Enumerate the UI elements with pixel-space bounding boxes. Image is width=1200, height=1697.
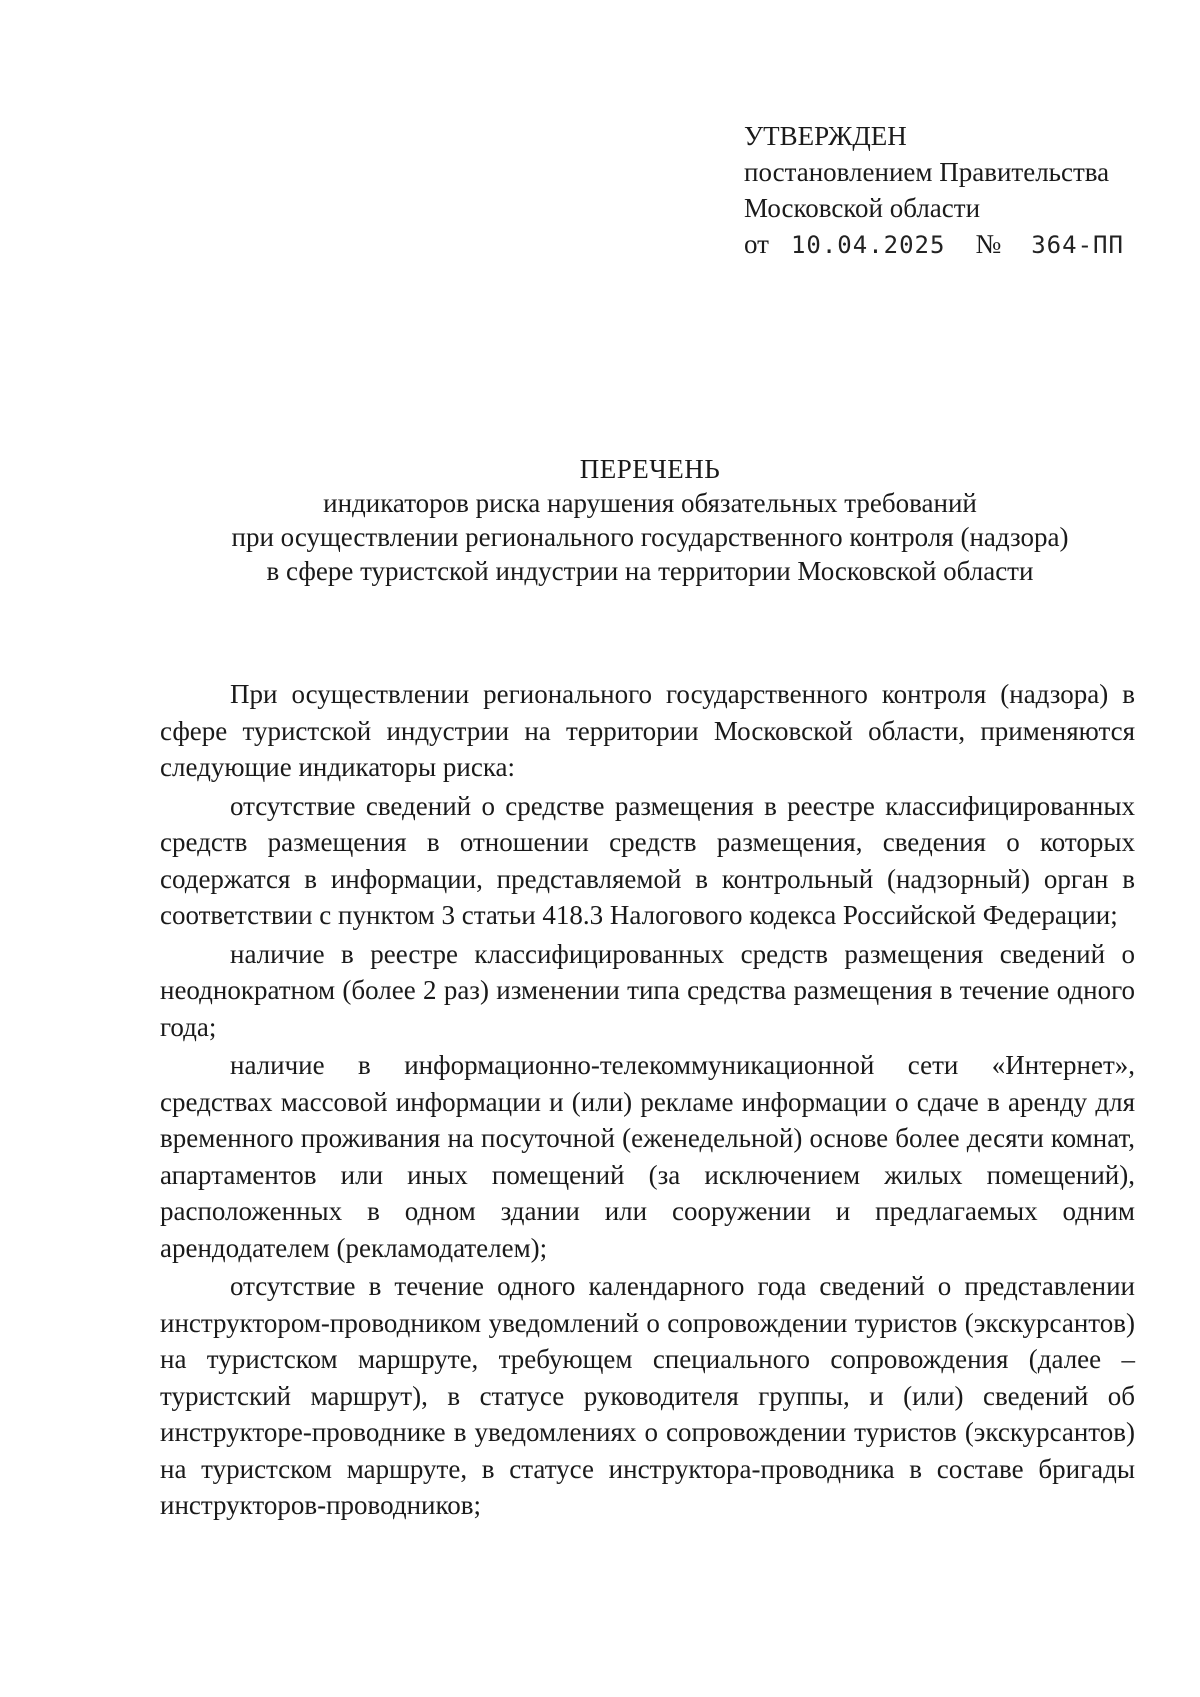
approval-block — [744, 118, 1164, 263]
paragraph-indicator-2: наличие в реестре классифицированных средств размещения сведений о неоднократном (более 2 раз) изменении типа средства размещения в течение одного года; — [160, 938, 1135, 1042]
title-heading: ПЕРЕЧЕНЬ — [579, 454, 721, 484]
approval-date: 10.04.2025 — [790, 231, 946, 259]
approval-region: Московской области — [744, 193, 981, 223]
paragraph-indicator-3: наличие в информационно-телекоммуникационной сети «Интернет», средствах массовой информации и (или) рекламе информации о сдаче в аренду для временного проживания на посуточной (еженедельной) основе более десяти комнат, апартаментов или иных помещений (за исключением жилых помещений), расположенных в одном здании или сооружении и предлагаемых одним арендодателем (рекламодателем); — [160, 1050, 1135, 1263]
paragraph-indicator-1: отсутствие сведений о средстве размещения в реестре классифицированных средств размещения в отношении средств размещения, сведения о которых содержатся в информации, представляемой в контрольный (надзорный) орган в соответствии с пунктом 3 статьи 418.3 Налогового кодекса Российской Федерации; — [160, 790, 1135, 930]
paragraph-intro: При осуществлении регионального государственного контроля (надзора) в сфере туристской индустрии на территории Московской области, применяются следующие индикаторы риска: — [160, 679, 1135, 782]
approval-date-line — [744, 226, 1164, 263]
from-label: от — [744, 229, 769, 259]
document-body — [160, 676, 1135, 1524]
number-sign: № — [975, 229, 1002, 259]
title-line-3: в сфере туристской индустрии на территории Московской области — [266, 556, 1034, 586]
approval-heading: УТВЕРЖДЕН — [744, 121, 907, 151]
document-title — [150, 452, 1150, 588]
title-line-2: при осуществлении регионального государственного контроля (надзора) — [231, 522, 1069, 552]
paragraph-indicator-4: отсутствие в течение одного календарного года сведений о представлении инструктором-проводником уведомлений о сопровождении туристов (экскурсантов) на туристском маршруте, требующем специального сопровождения (далее – туристский маршрут), в статусе руководителя группы, и (или) сведений об инструкторе-проводнике в уведомлениях о сопровождении туристов (экскурсантов) на туристском маршруте, в статусе инструктора-проводника в составе бригады инструкторов-проводников; — [160, 1271, 1135, 1520]
title-line-1: индикаторов риска нарушения обязательных требований — [323, 488, 977, 518]
approval-by-line: постановлением Правительства — [744, 157, 1110, 187]
approval-number: 364-ПП — [1031, 231, 1124, 259]
